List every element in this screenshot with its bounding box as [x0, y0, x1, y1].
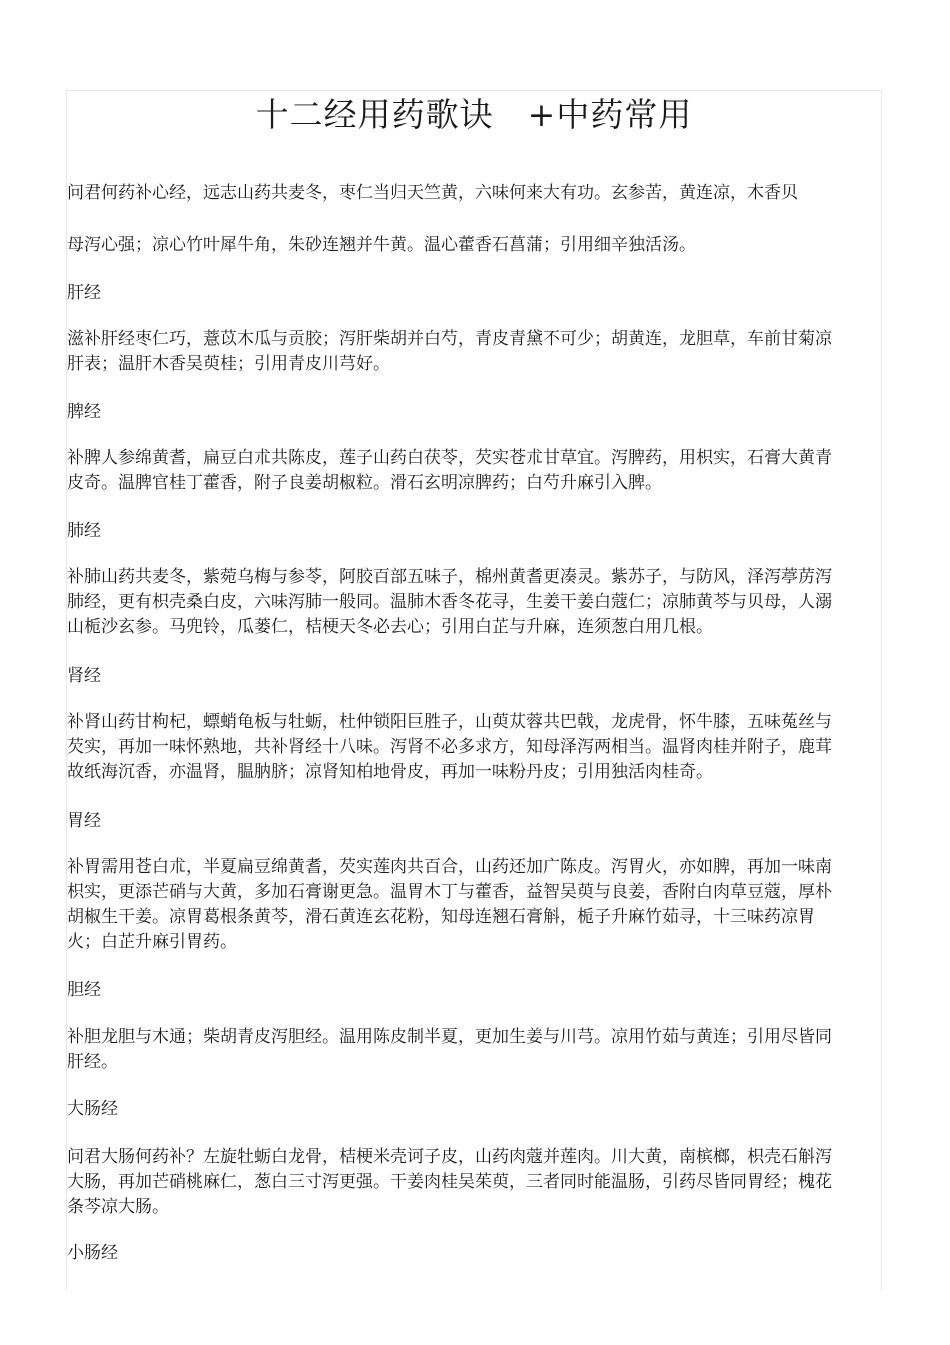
section-text-gallbladder: 补胆龙胆与木通；柴胡青皮泻胆经。温用陈皮制半夏，更加生姜与川芎。凉用竹茹与黄连；引用尽皆同肝经。 — [67, 1027, 832, 1072]
section-heading-lung: 肺经 — [67, 521, 101, 541]
section-text-stomach: 补胃需用苍白朮，半夏扁豆绵黄耆，芡实莲肉共百合，山药还加广陈皮。泻胃火，亦如脾，再加一味南枳实，更添芒硝与大黄，多加石膏谢更急。温胃木丁与藿香，益智吴萸与良姜，香附白肉草豆蔻，厚朴胡椒生干姜。凉胃葛根条黄芩，滑石黄连玄花粉，知母连翘石膏斛，栀子升麻竹茹寻，十三味药凉胃火；白芷升麻引胃药。 — [67, 857, 832, 952]
section-heading-kidney: 肾经 — [67, 666, 101, 686]
section-text-large-intestine: 问君大肠何药补？左旋牡蛎白龙骨，桔梗米壳诃子皮，山药肉蔻并莲肉。川大黄，南槟榔，枳壳石斛泻大肠，再加芒硝桃麻仁，葱白三寸泻更强。干姜肉桂吴茱萸，三者同时能温肠，引药尽皆同胃经；槐花条芩凉大肠。 — [67, 1147, 832, 1217]
intro-line-2: 母泻心强；凉心竹叶犀牛角，朱砂连翘并牛黄。温心藿香石菖蒲；引用细辛独活汤。 — [67, 235, 696, 255]
document-page — [66, 90, 882, 1290]
section-heading-gallbladder: 胆经 — [67, 980, 101, 1000]
section-text-liver: 滋补肝经枣仁巧，薏苡木瓜与贡胶；泻肝柴胡并白芍，青皮青黛不可少；胡黄连，龙胆草，车前甘菊凉肝表；温肝木香吴萸桂；引用青皮川芎好。 — [67, 329, 832, 374]
document-title: 十二经用药歌诀 +中药常用 — [255, 95, 693, 134]
section-heading-liver: 肝经 — [67, 283, 101, 303]
section-text-lung: 补肺山药共麦冬，紫菀乌梅与参苓，阿胶百部五味子，棉州黄耆更凑灵。紫苏子，与防风，泽泻葶苈泻肺经，更有枳壳桑白皮，六味泻肺一般同。温肺木香冬花寻，生姜干姜白蔻仁；凉肺黄芩与贝母，人溺山栀沙玄参。马兜铃，瓜蒌仁，桔梗天冬必去心；引用白芷与升麻，连须葱白用几根。 — [67, 567, 832, 637]
section-heading-stomach: 胃经 — [67, 811, 101, 831]
section-heading-small-intestine: 小肠经 — [67, 1243, 118, 1263]
intro-line-1: 问君何药补心经，远志山药共麦冬，枣仁当归天竺黄，六味何来大有功。玄参苦，黄连凉，木香贝 — [67, 183, 798, 203]
section-text-spleen: 补脾人参绵黄耆，扁豆白朮共陈皮，莲子山药白茯苓，芡实苍朮甘草宜。泻脾药，用枳实，石膏大黄青皮奇。温脾官桂丁藿香，附子良姜胡椒粒。滑石玄明凉脾药；白芍升麻引入脾。 — [67, 448, 832, 493]
section-heading-large-intestine: 大肠经 — [67, 1099, 118, 1119]
section-heading-spleen: 脾经 — [67, 402, 101, 422]
section-text-kidney: 补肾山药甘枸杞，螵蛸龟板与牡蛎，杜仲锁阳巨胜子，山萸苁蓉共巴戟，龙虎骨，怀牛膝，五味菟丝与芡实，再加一味怀熟地，共补肾经十八味。泻肾不必多求方，知母泽泻两相当。温肾肉桂并附子，鹿茸故纸海沉香，亦温肾，腽肭脐；凉肾知柏地骨皮，再加一味粉丹皮；引用独活肉桂奇。 — [67, 712, 832, 782]
